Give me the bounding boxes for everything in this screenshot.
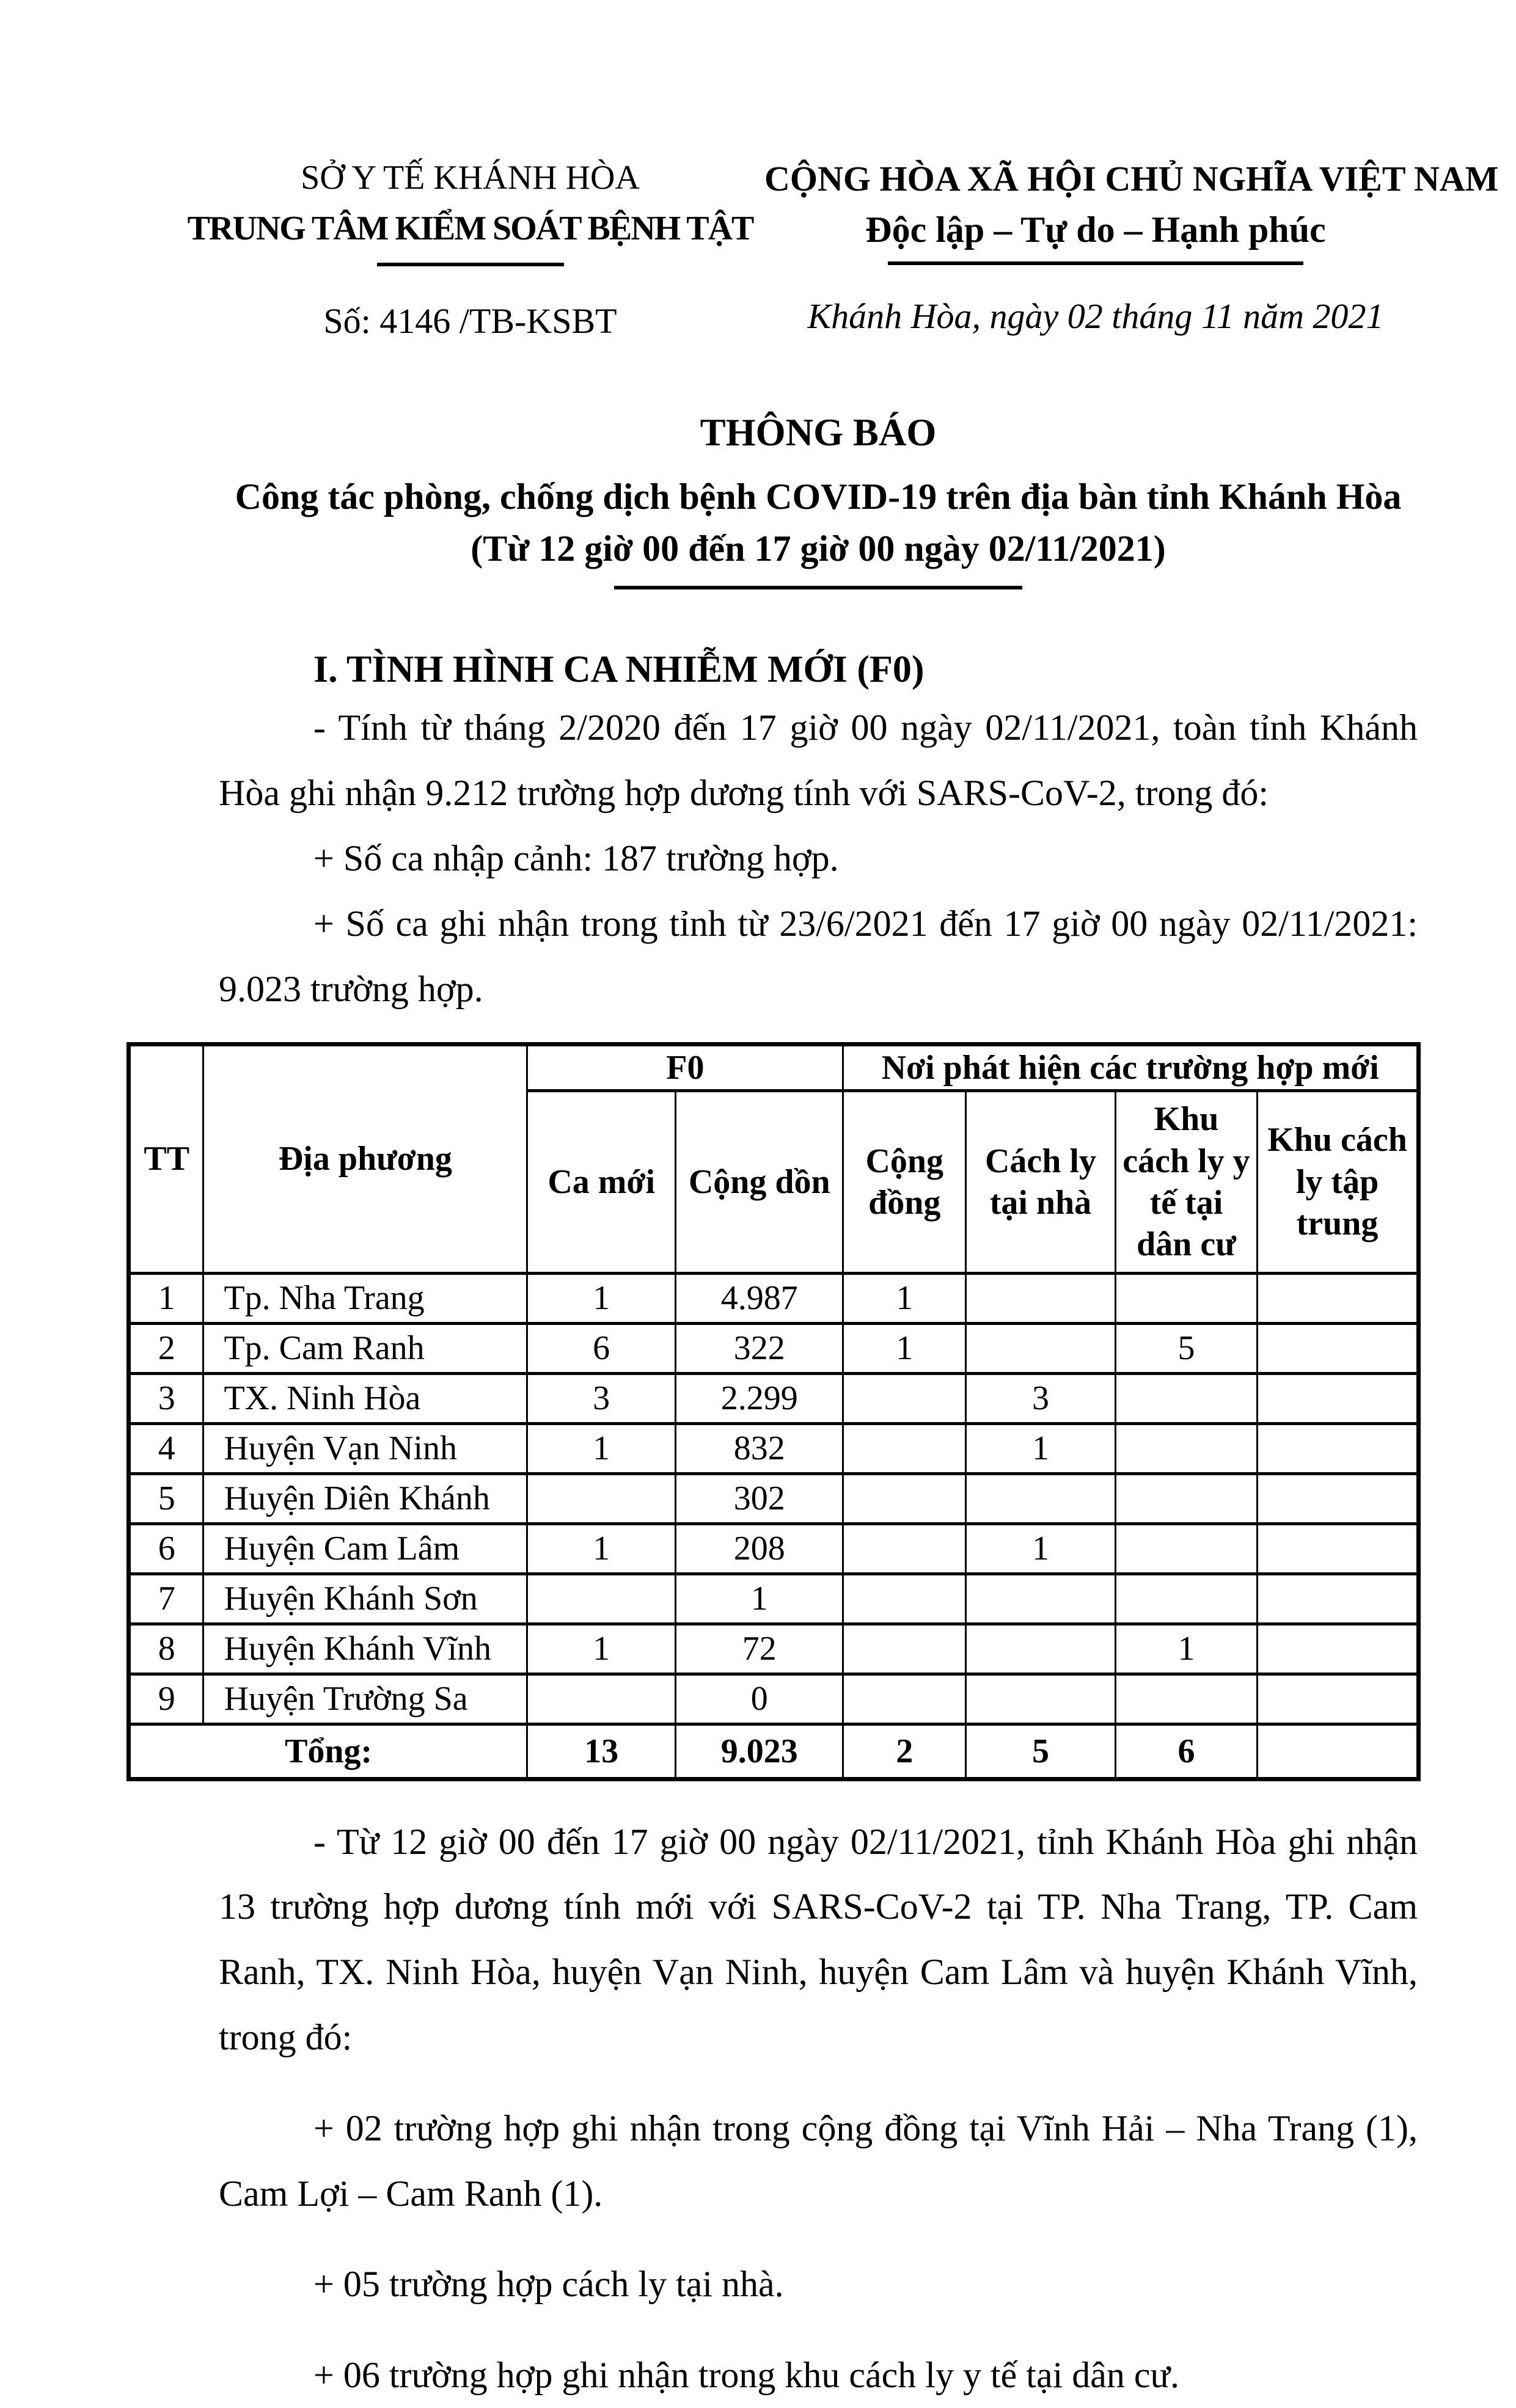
cell-central-zone <box>1258 1523 1419 1574</box>
cell-cumulative: 322 <box>676 1323 843 1373</box>
national-header-block <box>764 158 1499 341</box>
total-label: Tổng: <box>129 1724 527 1779</box>
cell-new-cases: 1 <box>527 1273 676 1323</box>
place-dateline: Khánh Hòa, ngày 02 tháng 11 năm 2021 <box>807 296 1384 336</box>
cell-new-cases <box>527 1674 676 1724</box>
cell-tt: 6 <box>129 1523 203 1574</box>
cell-tt: 2 <box>129 1323 203 1373</box>
cell-medical-zone <box>1115 1273 1257 1323</box>
paragraph-new-cases-summary: - Từ 12 giờ 00 đến 17 giờ 00 ngày 02/11/2021, tỉnh Khánh Hòa ghi nhận 13 trường hợp dương tính mới với SARS-CoV-2 tại TP. Nha Trang, TP. Cam Ranh, TX. Ninh Hòa, huyện Vạn Ninh, huyện Cam Lâm và huyện Khánh Vĩnh, trong đó: <box>219 1821 1418 2057</box>
table-row <box>129 1674 1419 1724</box>
cell-new-cases <box>527 1574 676 1624</box>
total-community: 2 <box>843 1724 966 1779</box>
cell-locality: Huyện Khánh Sơn <box>203 1574 527 1624</box>
cell-central-zone <box>1258 1323 1419 1373</box>
cell-community <box>843 1373 966 1423</box>
cell-cumulative: 4.987 <box>676 1273 843 1323</box>
cell-cumulative: 832 <box>676 1423 843 1473</box>
cell-home-quarantine <box>966 1624 1116 1674</box>
cell-home-quarantine: 1 <box>966 1423 1116 1473</box>
cell-cumulative: 0 <box>676 1674 843 1724</box>
letterhead <box>0 0 1516 341</box>
cell-medical-zone <box>1115 1373 1257 1423</box>
cell-medical-zone: 5 <box>1115 1323 1257 1373</box>
cell-home-quarantine <box>966 1473 1116 1523</box>
col-header-detect-group: Nơi phát hiện các trường hợp mới <box>843 1045 1419 1091</box>
cell-medical-zone <box>1115 1574 1257 1624</box>
table-row <box>129 1423 1419 1473</box>
cell-cumulative: 302 <box>676 1473 843 1523</box>
cell-tt: 1 <box>129 1273 203 1323</box>
org-divider-rule <box>377 263 564 266</box>
org-name: SỞ Y TẾ KHÁNH HÒA <box>301 159 640 197</box>
col-header-community: Cộng đồng <box>843 1091 966 1273</box>
notice-subtitle-line1: Công tác phòng, chống dịch bệnh COVID-19 trên địa bàn tỉnh Khánh Hòa <box>235 476 1402 517</box>
cell-central-zone <box>1258 1574 1419 1624</box>
col-header-central-zone: Khu cách ly tập trung <box>1258 1091 1419 1273</box>
cell-tt: 8 <box>129 1624 203 1674</box>
cell-locality: Huyện Diên Khánh <box>203 1473 527 1523</box>
cell-community <box>843 1423 966 1473</box>
total-new-cases: 13 <box>527 1724 676 1779</box>
cell-cumulative: 1 <box>676 1574 843 1624</box>
cell-new-cases <box>527 1473 676 1523</box>
covid-cases-table <box>126 1042 1421 1781</box>
cell-locality: TX. Ninh Hòa <box>203 1373 527 1423</box>
col-header-cumulative: Cộng dồn <box>676 1091 843 1273</box>
cell-home-quarantine: 1 <box>966 1523 1116 1574</box>
cell-medical-zone <box>1115 1674 1257 1724</box>
cell-new-cases: 1 <box>527 1523 676 1574</box>
col-header-tt: TT <box>129 1045 203 1273</box>
notice-subtitle-line2: (Từ 12 giờ 00 đến 17 giờ 00 ngày 02/11/2021) <box>471 528 1166 569</box>
cell-cumulative: 2.299 <box>676 1373 843 1423</box>
national-motto: Độc lập – Tự do – Hạnh phúc <box>865 209 1326 250</box>
cell-central-zone <box>1258 1373 1419 1423</box>
cell-locality: Tp. Cam Ranh <box>203 1323 527 1373</box>
cell-community: 1 <box>843 1323 966 1373</box>
col-header-locality: Địa phương <box>203 1045 527 1273</box>
cell-central-zone <box>1258 1273 1419 1323</box>
cell-tt: 9 <box>129 1674 203 1724</box>
doc-number: Số: 4146 /TB-KSBT <box>323 301 617 341</box>
cell-locality: Tp. Nha Trang <box>203 1273 527 1323</box>
cell-medical-zone <box>1115 1473 1257 1523</box>
table-row <box>129 1574 1419 1624</box>
cell-community <box>843 1523 966 1574</box>
cell-community <box>843 1473 966 1523</box>
cell-cumulative: 72 <box>676 1624 843 1674</box>
paragraph-total-cases: - Tính từ tháng 2/2020 đến 17 giờ 00 ngày 02/11/2021, toàn tỉnh Khánh Hòa ghi nhận 9.212 trường hợp dương tính với SARS-CoV-2, trong đó: <box>219 707 1418 814</box>
cell-community: 1 <box>843 1273 966 1323</box>
motto-divider-rule <box>888 261 1303 265</box>
notice-title: THÔNG BÁO <box>700 411 937 454</box>
total-home-quarantine: 5 <box>966 1724 1116 1779</box>
cell-home-quarantine <box>966 1574 1116 1624</box>
cell-community <box>843 1624 966 1674</box>
table-row <box>129 1523 1419 1574</box>
cell-locality: Huyện Khánh Vĩnh <box>203 1624 527 1674</box>
total-cumulative: 9.023 <box>676 1724 843 1779</box>
cell-tt: 3 <box>129 1373 203 1423</box>
table-row <box>129 1624 1419 1674</box>
paragraph-community-cases: + 02 trường hợp ghi nhận trong cộng đồng tại Vĩnh Hải – Nha Trang (1), Cam Lợi – Cam Ranh (1). <box>219 2107 1418 2214</box>
table-row <box>129 1273 1419 1323</box>
total-medical-zone: 6 <box>1115 1724 1257 1779</box>
col-header-medical-zone: Khu cách ly y tế tại dân cư <box>1115 1091 1257 1273</box>
cell-locality: Huyện Cam Lâm <box>203 1523 527 1574</box>
cell-community <box>843 1674 966 1724</box>
national-title: CỘNG HÒA XÃ HỘI CHỦ NGHĨA VIỆT NAM <box>764 159 1499 199</box>
col-header-home-quarantine: Cách ly tại nhà <box>966 1091 1116 1273</box>
cell-locality: Huyện Vạn Ninh <box>203 1423 527 1473</box>
cell-home-quarantine <box>966 1273 1116 1323</box>
table-header-row-groups <box>129 1045 1419 1091</box>
section-heading: I. TÌNH HÌNH CA NHIỄM MỚI (F0) <box>313 649 925 691</box>
paragraph-imported-cases: + Số ca nhập cảnh: 187 trường hợp. <box>313 837 839 878</box>
total-central-zone <box>1258 1724 1419 1779</box>
cell-new-cases: 6 <box>527 1323 676 1373</box>
cell-medical-zone: 1 <box>1115 1624 1257 1674</box>
cell-new-cases: 1 <box>527 1624 676 1674</box>
cell-cumulative: 208 <box>676 1523 843 1574</box>
paragraph-domestic-cases: + Số ca ghi nhận trong tỉnh từ 23/6/2021 đến 17 giờ 00 ngày 02/11/2021: 9.023 trường hợp. <box>219 903 1418 1009</box>
cell-tt: 7 <box>129 1574 203 1624</box>
col-header-new-cases: Ca mới <box>527 1091 676 1273</box>
cell-home-quarantine <box>966 1674 1116 1724</box>
cell-central-zone <box>1258 1473 1419 1523</box>
cell-home-quarantine: 3 <box>966 1373 1116 1423</box>
notice-subtitle <box>219 471 1418 575</box>
cell-tt: 4 <box>129 1423 203 1473</box>
cell-locality: Huyện Trường Sa <box>203 1674 527 1724</box>
org-unit: TRUNG TÂM KIỂM SOÁT BỆNH TẬT <box>187 210 753 248</box>
title-divider-rule <box>614 586 1022 589</box>
cell-new-cases: 1 <box>527 1423 676 1473</box>
title-block <box>219 410 1418 589</box>
cell-central-zone <box>1258 1674 1419 1724</box>
cell-tt: 5 <box>129 1473 203 1523</box>
table-total-row <box>129 1724 1419 1779</box>
table-row <box>129 1373 1419 1423</box>
cell-medical-zone <box>1115 1423 1257 1473</box>
cell-central-zone <box>1258 1423 1419 1473</box>
cell-community <box>843 1574 966 1624</box>
table-row <box>129 1473 1419 1523</box>
table-row <box>129 1323 1419 1373</box>
cell-new-cases: 3 <box>527 1373 676 1423</box>
paragraph-home-quarantine-cases: + 05 trường hợp cách ly tại nhà. <box>313 2264 784 2305</box>
paragraph-medical-zone-cases: + 06 trường hợp ghi nhận trong khu cách ly y tế tại dân cư. <box>313 2355 1180 2396</box>
col-header-f0-group: F0 <box>527 1045 843 1091</box>
issuing-org-block <box>176 158 764 341</box>
cell-medical-zone <box>1115 1523 1257 1574</box>
cell-central-zone <box>1258 1624 1419 1674</box>
cell-home-quarantine <box>966 1323 1116 1373</box>
